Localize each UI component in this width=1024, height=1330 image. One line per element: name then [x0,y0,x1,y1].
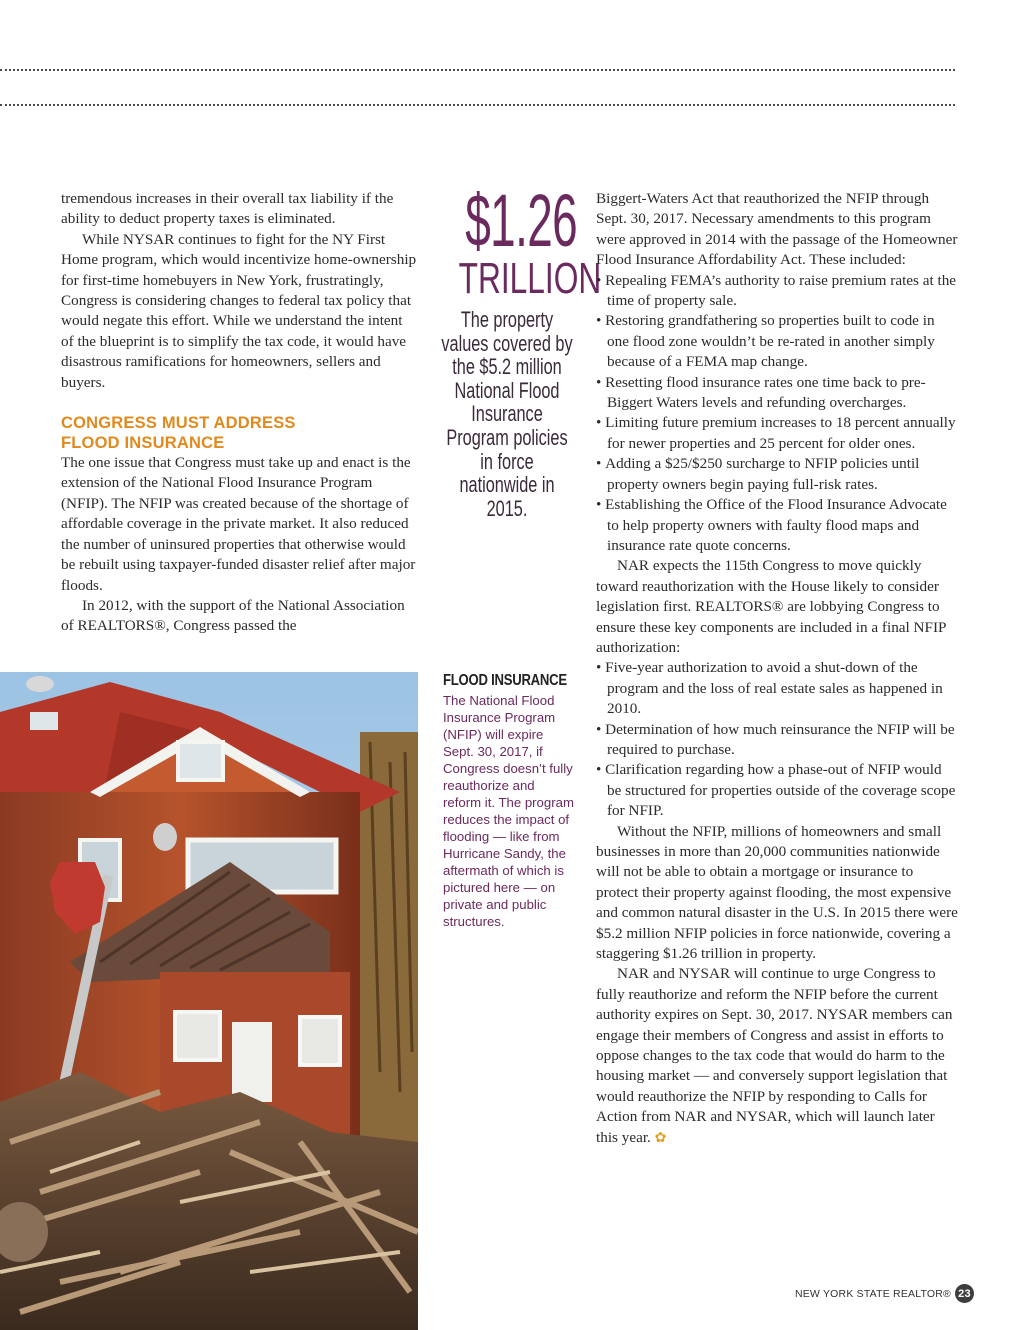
page-number-badge: 23 [955,1284,974,1303]
right-paragraph-3: Without the NFIP, millions of homeowners and small businesses in more than 20,000 communities nationwide will not be able to obtain a mortgage or insurance to protect their property against flooding, the most expensive and common natural disaster in the U.S. In 2015 there were $5.2 million NFIP policies in force nationwide, covering a staggering $1.26 trillion in property. [596,822,958,963]
list-item: • Five-year authorization to avoid a shut-down of the program and the loss of real estate sales as happened in 2010. [596,658,958,719]
list-item: • Clarification regarding how a phase-out of NFIP would be structured for properties outside of the coverage scope for NFIP. [596,760,958,821]
section-heading-line1: CONGRESS MUST ADDRESS [61,414,296,433]
right-paragraph-4-text: NAR and NYSAR will continue to urge Congress to fully reauthorize and reform the NFIP before the current authority expires on Sept. 30, 2017. NYSAR members can engage their members of Congress and assist in efforts to oppose changes to the tax code that would do harm to the housing market — and conversely support legislation that would reauthorize the NFIP by responding to Calls for Action from NAR and NYSAR, which will launch later this year. [596,965,953,1146]
list-item: • Adding a $25/$250 surcharge to NFIP policies until property owners begin paying full-risk rates. [596,454,958,495]
caption-title: FLOOD INSURANCE [443,672,567,689]
publication-name: NEW YORK STATE REALTOR® [794,1287,951,1300]
photo-caption [443,672,575,930]
components-list [596,658,958,821]
top-dotted-rule-1 [0,69,955,71]
list-item: • Resetting flood insurance rates one time back to pre-Biggert Waters levels and refunding overcharges. [596,373,958,414]
right-paragraph-2: NAR expects the 115th Congress to move quickly toward reauthorization with the House likely to consider legislation first. REALTORS® are lobbying Congress to ensure these key components are included in a final NFIP authorization: [596,557,946,656]
top-dotted-rule-2 [0,104,955,106]
stat-number: $1.26 [465,179,577,262]
stat-unit: TRILLION [458,254,602,303]
left-paragraph-3: The one issue that Congress must take up and enact is the extension of the National Flood Insurance Program (NFIP). The NFIP was created because of the shortage of affordable coverage in the private market. It also reduced the number of uninsured properties that otherwise would be rebuilt using taxpayer-funded disaster relief after major floods. [61,454,416,594]
right-column [596,189,958,1149]
end-mark-icon: ✿ [654,1130,667,1146]
left-paragraph-4: In 2012, with the support of the National Association of REALTORS®, Congress passed the [61,596,405,635]
right-paragraph-4 [596,964,958,1149]
list-item: • Establishing the Office of the Flood Insurance Advocate to help property owners with faulty flood maps and insurance rate quote concerns. [596,495,958,556]
left-paragraph-2: While NYSAR continues to fight for the NY First Home program, which would incentivize home-ownership for first-time homebuyers in New York, frustratingly, Congress is considering changes to federal tax policy that would negate this effort. While we understand the intent of the blueprint is to simplify the tax code, it would have disastrous ramifications for homeowners, sellers and buyers. [61,230,417,391]
section-heading-line2: FLOOD INSURANCE [61,434,225,453]
amendments-list [596,271,958,557]
left-column [61,189,417,637]
right-intro-paragraph: Biggert-Waters Act that reauthorized the NFIP through Sept. 30, 2017. Necessary amendments to this program were approved in 2014 with the passage of the Homeowner Flood Insurance Affordability Act. These included: [596,190,958,269]
section-heading [61,413,417,453]
left-intro-paragraph: tremendous increases in their overall tax liability if the ability to deduct property taxes is eliminated. [61,190,394,228]
list-item: • Limiting future premium increases to 18 percent annually for newer properties and 25 percent for older ones. [596,413,958,454]
page-footer [795,1284,974,1303]
hurricane-damage-photo [0,672,418,1330]
caption-body: The National Flood Insurance Program (NFIP) will expire Sept. 30, 2017, if Congress doesn’t fully reauthorize and reform it. The program reduces the impact of flooding — like from Hurricane Sandy, the aftermath of which is pictured here — on private and public structures. [443,693,574,929]
list-item: • Repealing FEMA’s authority to raise premium rates at the time of property sale. [596,271,958,312]
list-item: • Determination of how much reinsurance the NFIP will be required to purchase. [596,720,958,761]
stat-description: The property values covered by the $5.2 million National Flood Insurance Program policies in force nationwide in 2015. [441,307,573,521]
list-item: • Restoring grandfathering so properties built to code in one flood zone wouldn’t be re-rated in another simply because of a FEMA map change. [596,311,958,372]
stat-callout [440,179,602,521]
